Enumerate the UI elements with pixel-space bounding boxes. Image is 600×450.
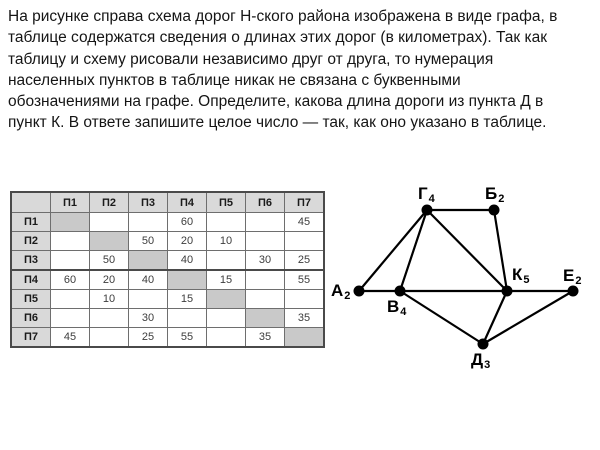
col-header-П1: П1 [51,192,90,213]
distance-cell: 45 [51,328,90,348]
distance-cell [129,290,168,309]
problem-line-3: таблицу и схему рисовали независимо друг от друга, то нумерация [8,50,494,68]
row-header-П2: П2 [11,232,51,251]
row-header-П5: П5 [11,290,51,309]
distance-cell: 20 [90,270,129,290]
graph-node-label-Б: Б2 [485,184,505,205]
row-header-П3: П3 [11,251,51,271]
col-header-П6: П6 [246,192,285,213]
graph-node-label-К: К5 [512,265,530,286]
table-row-П6 [11,309,324,328]
table-row-П7 [11,328,324,348]
problem-statement [8,6,598,134]
distance-cell [168,309,207,328]
road-edge-В-Г [400,210,427,291]
problem-line-6: пункт К. В ответе запишите целое число — так, как оно указано в таблице. [8,114,547,132]
distance-cell: 35 [285,309,325,328]
graph-node-label-В: В4 [387,297,407,318]
table-row-П5 [11,290,324,309]
table-row-П3 [11,251,324,271]
graph-node-А [354,286,365,297]
distance-table [10,191,325,348]
road-edge-А-Г [359,210,427,291]
distance-cell: 60 [51,270,90,290]
distance-cell [207,309,246,328]
distance-cell: 40 [168,251,207,271]
distance-cell: 30 [129,309,168,328]
graph-node-label-А: А2 [331,281,351,302]
distance-cell: 45 [285,213,325,232]
col-header-П2: П2 [90,192,129,213]
table-header-row [11,192,324,213]
distance-cell: 55 [168,328,207,348]
distance-cell: 60 [168,213,207,232]
distance-cell [51,290,90,309]
distance-cell: 50 [90,251,129,271]
distance-cell [207,213,246,232]
row-header-П6: П6 [11,309,51,328]
graph-node-Г [422,205,433,216]
row-header-П7: П7 [11,328,51,348]
distance-cell [51,309,90,328]
distance-cell: 35 [246,328,285,348]
distance-cell: 50 [129,232,168,251]
graph-node-label-Е: Е2 [563,266,582,287]
road-graph [330,170,600,380]
graph-node-В [395,286,406,297]
distance-cell [168,270,207,290]
graph-node-К [502,286,513,297]
distance-cell [90,213,129,232]
distance-cell [207,290,246,309]
col-header-П5: П5 [207,192,246,213]
table-row-П2 [11,232,324,251]
distance-cell: 20 [168,232,207,251]
corner-cell [11,192,51,213]
distance-cell [90,309,129,328]
graph-node-Д [478,339,489,350]
problem-line-1: На рисунке справа схема дорог Н-ского района изображена в виде графа, в [8,8,558,25]
graph-node-Е [568,286,579,297]
col-header-П7: П7 [285,192,325,213]
distance-cell [246,309,285,328]
problem-line-4: населенных пунктов в таблице никак не связана с буквенными [8,71,461,89]
distance-cell: 55 [285,270,325,290]
problem-line-2: таблице содержатся сведения о длинах этих дорог (в километрах). Так как [8,29,548,47]
distance-cell: 25 [129,328,168,348]
distance-cell: 30 [246,251,285,271]
distance-cell [129,251,168,271]
distance-cell [246,270,285,290]
distance-cell [246,232,285,251]
distance-cell [129,213,168,232]
distance-cell [246,213,285,232]
graph-node-Б [489,205,500,216]
problem-line-5: обозначениями на графе. Определите, какова длина дороги из пункта Д в [8,93,544,111]
graph-node-label-Д: Д3 [471,350,491,371]
col-header-П4: П4 [168,192,207,213]
distance-cell [51,251,90,271]
distance-cell [90,232,129,251]
distance-cell [51,232,90,251]
distance-cell [51,213,90,232]
row-header-П1: П1 [11,213,51,232]
table-row-П4 [11,270,324,290]
table-row-П1 [11,213,324,232]
distance-cell: 10 [207,232,246,251]
distance-cell [285,232,325,251]
distance-cell: 15 [168,290,207,309]
distance-cell: 10 [90,290,129,309]
distance-cell [246,290,285,309]
distance-cell [90,328,129,348]
graph-node-label-Г: Г4 [418,184,435,205]
road-edge-Д-Е [483,291,573,344]
distance-cell [207,251,246,271]
row-header-П4: П4 [11,270,51,290]
road-edge-В-Д [400,291,483,344]
distance-cell [285,328,325,348]
distance-cell: 25 [285,251,325,271]
col-header-П3: П3 [129,192,168,213]
distance-cell [285,290,325,309]
distance-cell: 40 [129,270,168,290]
distance-cell: 15 [207,270,246,290]
distance-cell [207,328,246,348]
